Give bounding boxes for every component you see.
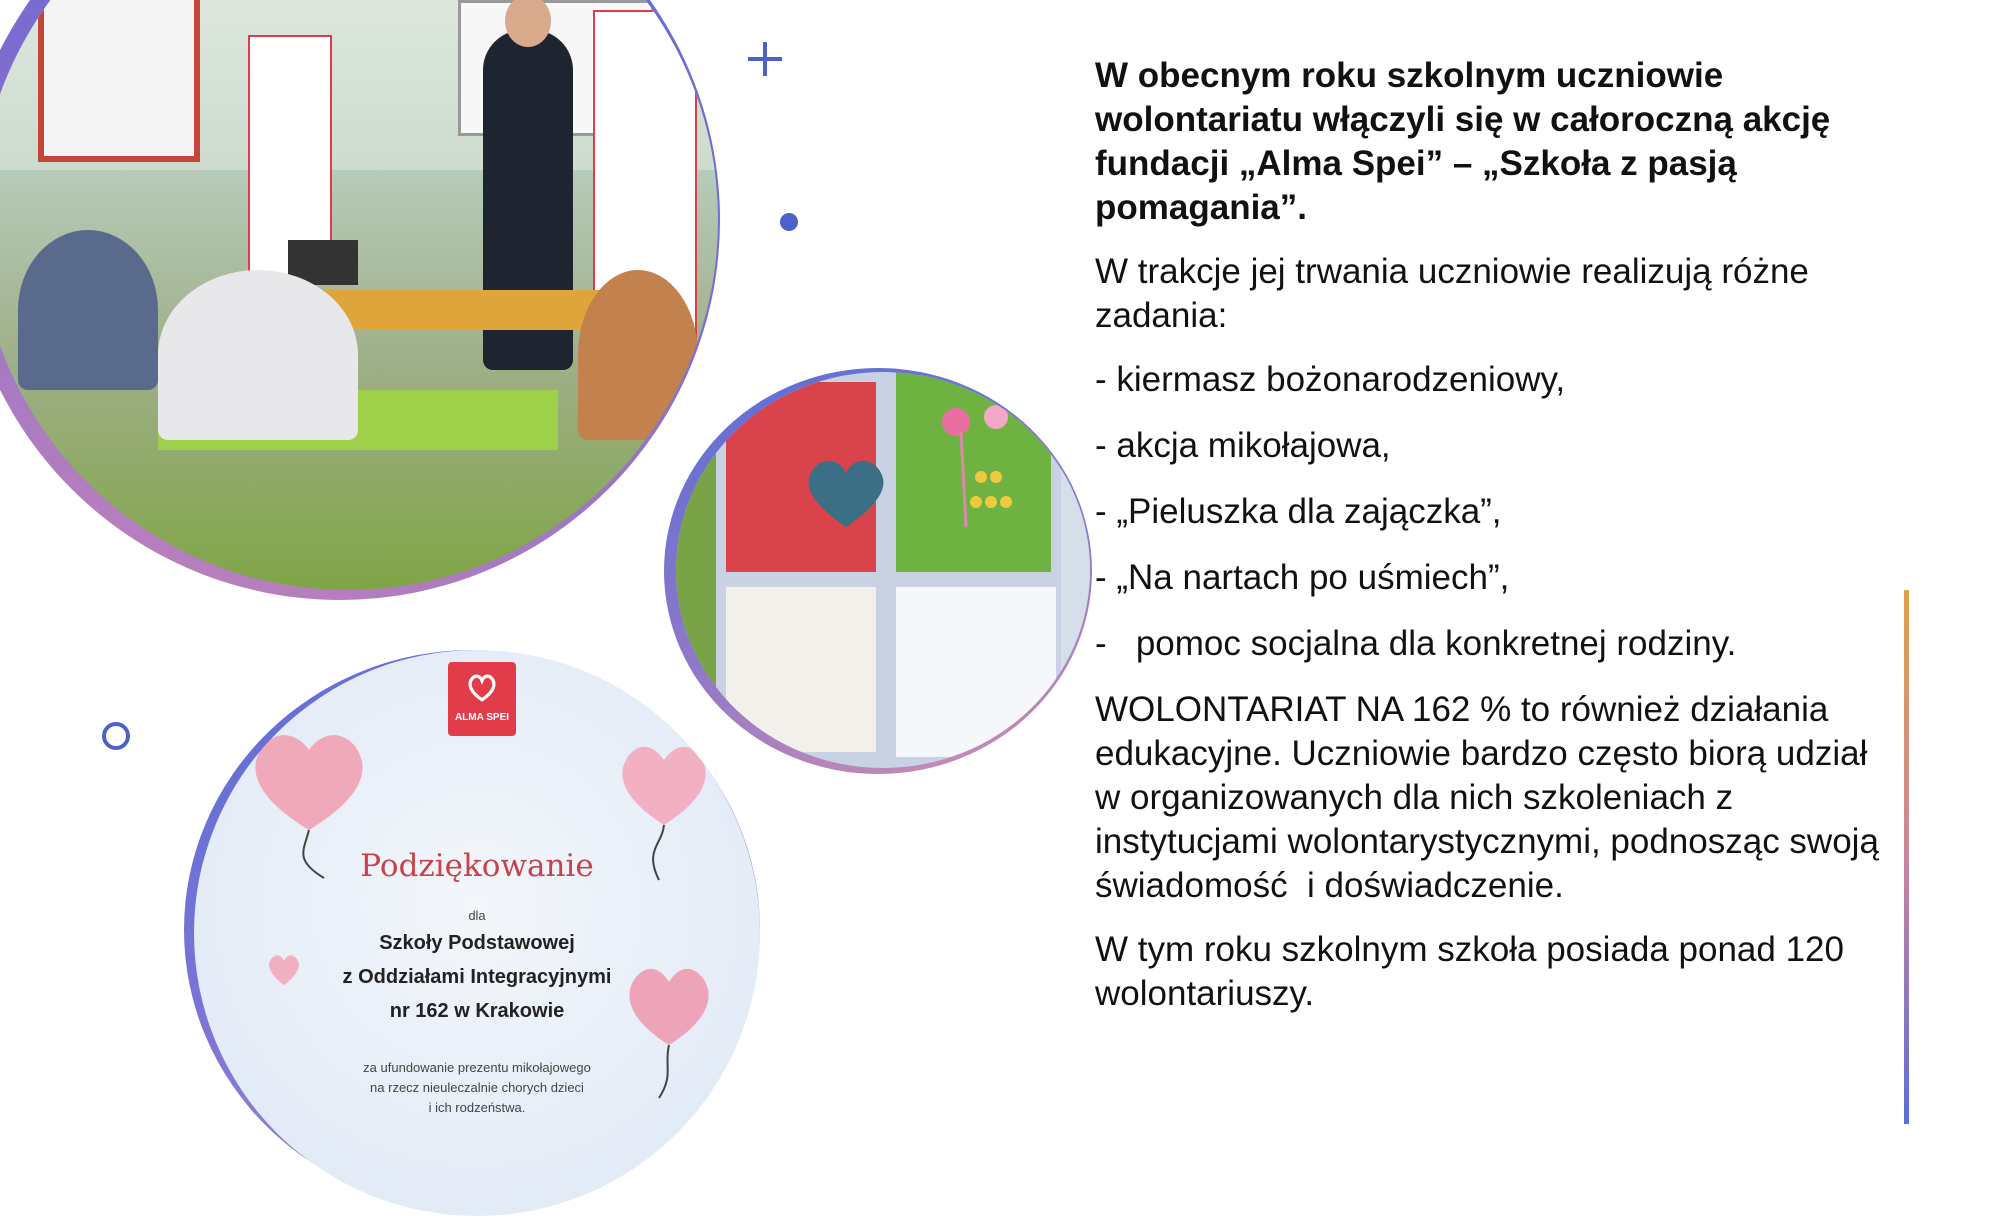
student: [18, 230, 158, 390]
certificate-school-line: nr 162 w Krakowie: [389, 1000, 565, 1022]
headline: W obecnym roku szkolnym uczniowie wolontariatu włączyli się w całoroczną akcję fundacji „Alma Spei” – „Szkoła z pasją pomagania”.: [1095, 56, 1831, 227]
intro-paragraph: W trakcje jej trwania uczniowie realizują różne zadania:: [1095, 252, 1809, 335]
task-item: - kiermasz bożonarodzeniowy,: [1095, 360, 1566, 399]
card-letter: [896, 587, 1056, 757]
card-crossword: [726, 587, 876, 752]
certificate-reason-line: na rzecz nieuleczalnie chorych dzieci: [370, 1080, 584, 1095]
certificate-for: dla: [468, 908, 486, 923]
certificate-school-line: z Oddziałami Integracyjnymi: [342, 966, 612, 988]
classroom-window: [38, 0, 200, 162]
alma-spei-logo: [448, 662, 516, 736]
certificate-school-line: Szkoły Podstawowej: [379, 932, 575, 954]
dot-decoration-icon: [780, 213, 798, 231]
education-paragraph: WOLONTARIAT NA 162 % to również działania edukacyjne. Uczniowie bardzo często biorą udział w organizowanych dla nich szkoleniach z instytucjami wolontarystycznymi, podnosząc swoją świadomość i doświadczenie.: [1095, 690, 1889, 905]
student: [578, 270, 698, 440]
handmade-cards-photo: [676, 372, 1090, 768]
logo-heart-icon: [466, 672, 498, 702]
accent-bar: [1904, 590, 1909, 1124]
student: [158, 270, 358, 440]
certificate-reason-line: i ich rodzeństwa.: [428, 1100, 526, 1115]
plus-decoration-icon: [748, 42, 782, 76]
certificate-title: Podziękowanie: [360, 848, 594, 884]
classroom-photo: [0, 0, 718, 590]
card-blue-edge: [1061, 382, 1090, 752]
certificate-photo: [194, 650, 760, 1216]
desk: [318, 290, 618, 330]
buttons-decoration-icon: [936, 402, 1026, 532]
circle-decoration-icon: [102, 722, 130, 750]
heart-icon: [801, 457, 891, 529]
card-green: [896, 372, 1051, 572]
logo-text: ALMA SPEI: [454, 712, 510, 723]
task-item: - „Pieluszka dla zajączka”,: [1095, 492, 1502, 531]
card-green-edge: [676, 432, 716, 732]
task-item: - „Na nartach po uśmiech”,: [1095, 558, 1510, 597]
volunteer-count-paragraph: W tym roku szkolnym szkoła posiada ponad 120 wolontariuszy.: [1095, 930, 1844, 1013]
certificate-reason-line: za ufundowanie prezentu mikołajowego: [363, 1060, 591, 1075]
task-item: - akcja mikołajowa,: [1095, 426, 1391, 465]
text-content: [1095, 54, 1895, 1036]
card-red: [726, 382, 876, 572]
task-item: - pomoc socjalna dla konkretnej rodziny.: [1095, 624, 1737, 663]
